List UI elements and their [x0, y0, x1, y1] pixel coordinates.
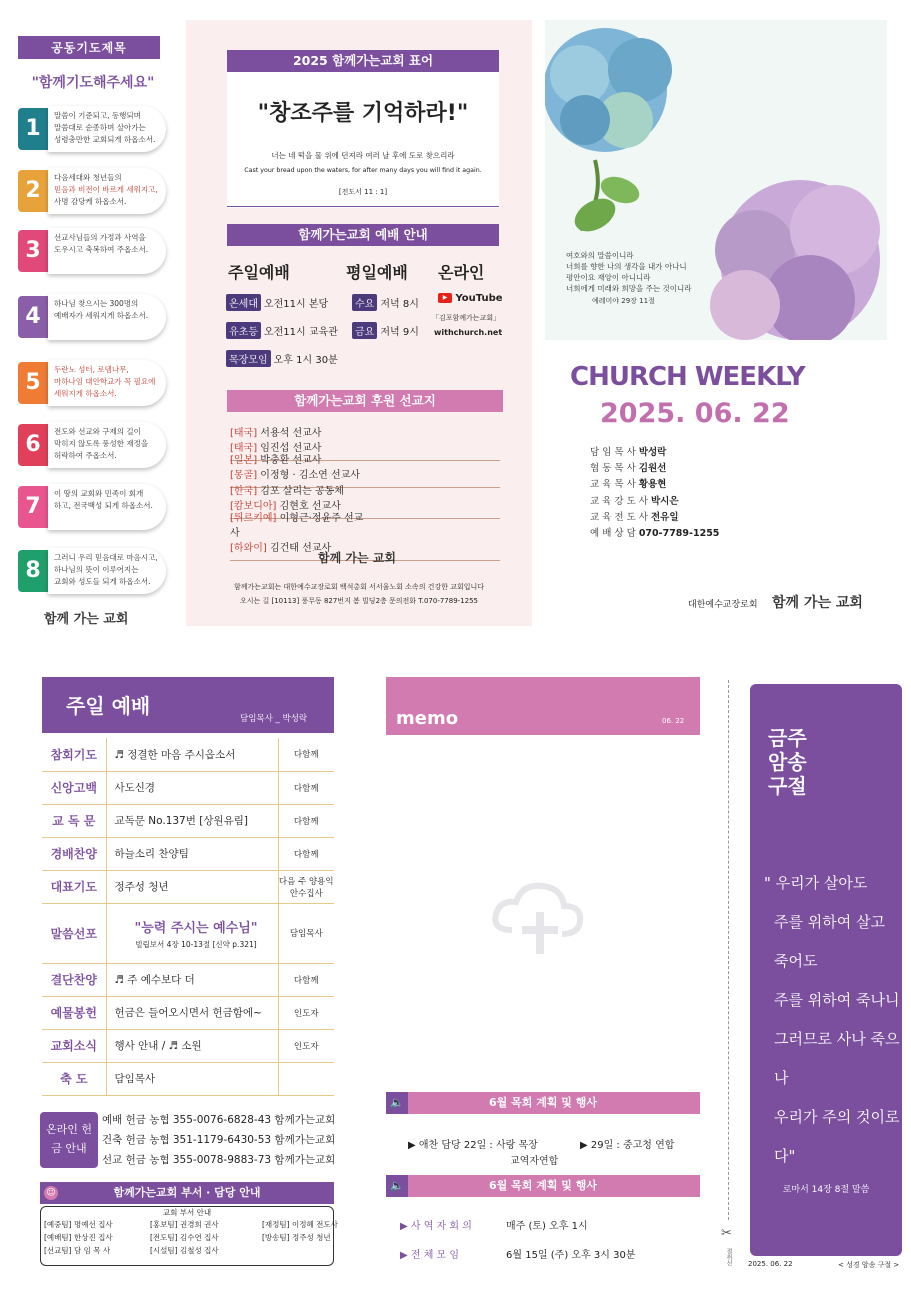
prayer-header: 공동기도제목	[18, 36, 160, 59]
motto-en: Cast your bread upon the waters, for after many days you will find it again.	[244, 167, 482, 174]
dept-item: [전도팀] 김수연 집사	[150, 1233, 219, 1242]
memorize-title-line: 구절	[768, 774, 807, 798]
memorize-title-line: 암송	[768, 750, 807, 774]
tag-wed: 수요	[352, 294, 377, 311]
prayer-line: 하나님의 뜻이 이루어지는	[54, 565, 139, 574]
motto-kr: 너는 네 떡을 물 위에 던져라 여러 날 후에 도로 찾으리라	[271, 151, 455, 160]
worship-leader: 담임목사	[278, 903, 334, 963]
prayer-text	[48, 106, 166, 152]
cloud-cross-icon	[492, 880, 584, 964]
worship-leader: 다함께	[278, 738, 334, 771]
memorize-ref: 로마서 14장 8절 말씀	[782, 1185, 870, 1195]
staff-row	[590, 460, 666, 474]
memorize-verse-line: 주를 위하여 살고	[774, 913, 885, 931]
memo-title: memo	[396, 708, 459, 729]
worship-weekday-1	[352, 294, 419, 311]
memorize-verse-line: " 우리가 살아도	[764, 874, 868, 892]
time-cell: 오후 1시 30분	[273, 355, 338, 366]
prayer-line: 성령충만한 교회되게 하옵소서.	[54, 135, 156, 144]
worship-content	[106, 903, 278, 963]
worship-label: 대표기도	[42, 870, 106, 903]
prayer-text	[48, 360, 166, 406]
speaker-icon: 🔈	[386, 1175, 408, 1197]
events-bar-1	[386, 1092, 700, 1114]
mission-name: 박충환 선교사	[257, 455, 322, 466]
prayer-line: 전도와 선교와 구제의 길이	[54, 427, 141, 436]
dept-item: [홍보팀] 권경희 권사	[150, 1220, 219, 1229]
church-info-1: 함께가는교회는 대한예수교장로회 백석총회 서서울노회 소속의 건강한 교회입니다	[233, 583, 485, 591]
mission-country: [일본]	[230, 455, 258, 466]
worship-label: 경배찬양	[42, 837, 106, 870]
dept-item: [시설팀] 김철성 집사	[150, 1246, 219, 1255]
prayer-text	[48, 294, 166, 340]
worship-content	[106, 870, 278, 903]
cover-title: CHURCH WEEKLY	[570, 362, 805, 392]
staff-name: 박시은	[651, 495, 679, 507]
worship-row	[42, 870, 334, 903]
memorize-date: 2025. 06. 22	[748, 1260, 793, 1268]
cover-verse-ref: 예레미야 29장 11절	[592, 297, 655, 305]
staff-row	[590, 493, 679, 507]
motto-divider	[227, 206, 499, 207]
worship-content-main: 정주성 청년	[114, 881, 169, 893]
cover-verse	[566, 250, 691, 294]
prayer-line: 말씀대로 순종하며 살아가는	[54, 123, 146, 132]
worship-row	[42, 771, 334, 804]
missions-logo: 함께 가는 교회	[318, 551, 396, 565]
worship-label: 예물봉헌	[42, 996, 106, 1029]
mission-name: 김현호 선교사	[276, 501, 341, 512]
memorize-verse-line: 우리가 주의 것이로다"	[774, 1108, 900, 1165]
prayer-item	[18, 422, 166, 468]
worship-content-main: 행사 안내 / ♬ 소원	[114, 1040, 202, 1052]
worship-content	[106, 738, 278, 771]
staff-row	[590, 525, 719, 539]
mission-cell	[230, 451, 368, 466]
worship-sunday-1	[226, 294, 328, 311]
prayer-line: 세워지게 하옵소서.	[54, 389, 117, 398]
scissors-icon: ✂	[721, 1226, 732, 1241]
cloud-cross-svg	[492, 880, 584, 960]
youtube-label: YouTube	[455, 293, 503, 304]
worship-row	[42, 738, 334, 771]
worship-leader: 다함께	[278, 771, 334, 804]
worship-content	[106, 771, 278, 804]
dept-item: [예배팀] 한상진 집사	[44, 1233, 113, 1242]
church-info-2: 오시는 길 [10113] 풍무동 827번지 봄 빌딩2층 문의전화 T.070-7789-1255	[239, 597, 478, 605]
prayer-line: 사명 감당케 하옵소서.	[54, 197, 127, 206]
worship-row	[42, 1029, 334, 1062]
mission-name: 이형근·정윤주 선교사	[230, 513, 364, 539]
mission-cell	[230, 424, 368, 439]
events-bar-2	[386, 1175, 700, 1197]
motto-bar: 2025 함께가는교회 표어	[227, 50, 499, 72]
worship-row	[42, 804, 334, 837]
tag-fri: 금요	[352, 322, 377, 339]
cut-label: 절취선	[725, 1248, 732, 1266]
cover-verse-line: 여호와의 말씀이니라	[566, 251, 634, 260]
prayer-line: 하나님 찾으시는 300명의	[54, 299, 139, 308]
worship-content-main: 교독문 No.137번 [상원유림]	[114, 815, 248, 827]
mission-country: [몽골]	[230, 470, 258, 481]
prayer-line: 교회와 성도들 되게 하옵소서.	[54, 577, 151, 586]
cover-date: 2025. 06. 22	[600, 398, 790, 429]
mission-cell	[230, 466, 368, 481]
cut-line	[728, 680, 729, 1220]
time-elementary: 오전11시 교육관	[263, 327, 338, 338]
worship-bar: 함께가는교회 예배 안내	[227, 224, 499, 246]
prayer-number: 7	[18, 486, 48, 528]
online-account: 선교 헌금 농협 355-0078-9883-73 함께가는교회	[102, 1154, 336, 1166]
cover-logo: 함께 가는 교회	[772, 595, 863, 611]
youtube-icon: ▶	[438, 293, 452, 303]
prayer-number: 2	[18, 170, 48, 212]
worship-content	[106, 837, 278, 870]
worship-label: 축 도	[42, 1062, 106, 1095]
mission-name: 김포 살리는 공동체	[257, 486, 344, 497]
time-wed: 저녁 8시	[380, 299, 419, 310]
worship-content	[106, 1062, 278, 1095]
worship-label: 교회소식	[42, 1029, 106, 1062]
prayer-item	[18, 294, 166, 340]
cover-verse-line: 평안이요 재앙이 아니니라	[566, 273, 651, 282]
worship-content-main: ♬ 정결한 마음 주시옵소서	[114, 748, 236, 761]
prayer-number: 8	[18, 550, 48, 592]
motto-main: "창조주를 기억하라!"	[257, 101, 469, 126]
staff-name: 김원선	[638, 463, 667, 475]
events-bar-2-label: 6월 목회 계획 및 행사	[489, 1179, 597, 1192]
mission-name: 서용석 선교사	[257, 428, 322, 439]
memorize-verse-line: 죽어도	[774, 952, 818, 970]
depts-title: 함께가는교회 부서 · 담당 안내	[113, 1186, 261, 1199]
staff-row	[590, 476, 666, 490]
staff-role: 협 동 목 사	[590, 463, 636, 475]
prayer-line: 다음세대와 청년들의	[54, 173, 122, 182]
worship-row	[42, 996, 334, 1029]
worship-order-table	[42, 738, 334, 1096]
motto-ref: [전도서 11 : 1]	[338, 188, 388, 196]
worship-h-sunday: 주일예배	[228, 263, 290, 282]
time-all-ages: 오전11시 본당	[263, 299, 329, 310]
mission-country: [튀르키예]	[230, 513, 277, 524]
memorize-verse-line: 주를 위하여 죽나니	[774, 991, 900, 1009]
staff-role: 교 육 전 도 사	[590, 511, 648, 523]
mission-name: 김건태 선교사	[266, 543, 332, 554]
tag-all-ages: 온세대	[226, 294, 261, 311]
mission-name: 임진섭 선교사	[257, 443, 322, 454]
worship-content-main: 헌금은 들어오시면서 헌금함에~	[114, 1007, 262, 1019]
event-3-val: 6월 15일 (주) 오후 3시 30분	[506, 1250, 636, 1261]
mission-cell	[230, 509, 368, 539]
prayer-item	[18, 106, 166, 152]
prayer-item	[18, 484, 166, 530]
memorize-verse	[764, 864, 911, 1176]
memorize-title-line: 금주	[768, 726, 807, 750]
worship-row	[42, 963, 334, 996]
prayer-number: 1	[18, 108, 48, 150]
speaker-icon: 🔈	[386, 1092, 408, 1114]
mission-country: [태국]	[230, 428, 258, 439]
prayer-text	[48, 484, 166, 530]
tag-cell: 목장모임	[226, 350, 271, 367]
worship-content-main: "능력 주시는 예수님"	[134, 920, 258, 936]
prayer-item	[18, 228, 166, 274]
memo-date: 06. 22	[662, 717, 685, 725]
event-3-key: ▶ 전 체 모 임	[400, 1250, 460, 1261]
prayer-number: 3	[18, 230, 48, 272]
dept-item: [선교팀] 담 임 목 사	[44, 1246, 111, 1255]
worship-content	[106, 996, 278, 1029]
worship-label: 교 독 문	[42, 804, 106, 837]
prayer-line: 하고, 전국백성 되게 하옵소서.	[54, 501, 153, 510]
prayer-line: 말씀이 기준되고, 동행되며	[54, 111, 141, 120]
worship-weekday-2	[352, 322, 419, 339]
prayer-line: 예배자가 세워지게 하옵소서.	[54, 311, 149, 320]
worship-content-main: 담임목사	[114, 1073, 156, 1085]
youtube-channel: 「김포함께가는교회」	[432, 314, 501, 322]
worship-row	[42, 837, 334, 870]
youtube-link[interactable]	[438, 293, 503, 304]
prayer-text	[48, 422, 166, 468]
prayer-number: 5	[18, 362, 48, 404]
memorize-verse-line: 그러므로 사나 죽으나	[774, 1030, 900, 1087]
cover-verse-line: 너희에게 미래와 희망을 주는 것이니라	[566, 284, 692, 293]
mission-name: 이정형 · 김소연 선교사	[257, 470, 360, 481]
user-icon: ☺	[44, 1186, 58, 1200]
prayer-text	[48, 228, 166, 274]
worship-leader: 인도자	[278, 996, 334, 1029]
worship-content-main: ♬ 주 예수보다 더	[114, 974, 195, 986]
worship-row	[42, 1062, 334, 1095]
time-fri: 저녁 9시	[380, 327, 419, 338]
worship-leader	[278, 1062, 334, 1095]
staff-name: 박성락	[638, 447, 667, 458]
worship-sunday-3	[226, 350, 338, 367]
staff-role: 담 임 목 사	[590, 447, 636, 458]
staff-role: 교 육 목 사	[590, 479, 636, 491]
dept-item: [재정팀] 이정혜 전도사	[262, 1220, 338, 1229]
mission-country: [한국]	[230, 486, 258, 497]
prayer-line: 두란노 성터, 로뎀나무,	[54, 365, 129, 374]
mission-cell	[230, 482, 368, 497]
prayer-item	[18, 360, 166, 406]
worship-label: 말씀선포	[42, 903, 106, 963]
worship-leader: 다음 주 양용익 안수집사	[278, 870, 334, 903]
staff-name: 황용현	[638, 479, 667, 491]
prayer-number: 6	[18, 424, 48, 466]
event-2-val: 매주 (토) 오후 1시	[506, 1221, 588, 1232]
staff-role: 예 배 상 담	[590, 528, 636, 539]
dept-item: [방송팀] 정주성 청년	[262, 1233, 331, 1242]
prayer-line: 믿음과 비전이 바르게 세워지고,	[54, 185, 158, 194]
memorize-title	[768, 726, 807, 798]
online-account: 건축 헌금 농협 351-1179-6430-53 함께가는교회	[102, 1134, 336, 1146]
worship-h-weekday: 평일예배	[346, 263, 408, 282]
prayer-logo: 함께 가는 교회	[44, 612, 129, 627]
prayer-line: 허락하여 주옵소서.	[54, 451, 117, 460]
staff-row	[590, 444, 666, 458]
prayer-title: "함께기도해주세요"	[31, 75, 155, 91]
worship-row	[42, 903, 334, 963]
sunday-title: 주일 예배	[66, 694, 151, 718]
mission-country: [하와이]	[230, 543, 267, 554]
mission-country: [캄보디아]	[230, 501, 277, 512]
prayer-line: 도우시고 축복하여 주옵소서.	[54, 245, 149, 254]
worship-label: 신앙고백	[42, 771, 106, 804]
worship-content-sub: 빌립보서 4장 10-13절 [신약 p.321]	[135, 939, 257, 949]
worship-leader: 다함께	[278, 804, 334, 837]
worship-label: 참회기도	[42, 738, 106, 771]
worship-content-main: 하늘소리 찬양팀	[114, 848, 189, 860]
prayer-line: 그러니 우리 믿음대로 마음시고,	[54, 553, 158, 562]
event-2-key: ▶ 사 역 자 회 의	[400, 1221, 472, 1232]
prayer-line: 선교사님들의 가정과 사역을	[54, 233, 146, 242]
prayer-line: 이 땅의 교회와 민족이 회개	[54, 489, 144, 498]
website-link[interactable]: withchurch.net	[434, 328, 503, 337]
online-label: 온라인 헌금 안내	[45, 1123, 92, 1155]
prayer-text	[48, 548, 166, 594]
staff-name: 전유일	[651, 511, 679, 523]
online-account: 예배 헌금 농협 355-0076-6828-43 함께가는교회	[102, 1114, 336, 1126]
worship-content	[106, 1029, 278, 1062]
prayer-item	[18, 548, 166, 594]
event-1c: 교역자연합	[510, 1156, 559, 1167]
cover-denom: 대한예수교장로회	[688, 600, 758, 610]
staff-role: 교 육 강 도 사	[590, 495, 648, 507]
worship-content-main: 사도신경	[114, 782, 156, 794]
prayer-item	[18, 168, 166, 214]
worship-leader: 다함께	[278, 837, 334, 870]
worship-content	[106, 963, 278, 996]
worship-label: 결단찬양	[42, 963, 106, 996]
prayer-number: 4	[18, 296, 48, 338]
staff-row	[590, 509, 679, 523]
memorize-tag: < 성경 암송 구절 >	[838, 1261, 900, 1269]
sunday-leader: 담임목사 _ 박성락	[240, 714, 308, 724]
worship-leader: 다함께	[278, 963, 334, 996]
worship-h-online: 온라인	[438, 263, 485, 282]
worship-leader: 인도자	[278, 1029, 334, 1062]
cover-verse-line: 너희를 향한 나의 생각을 내가 아나니	[566, 262, 687, 271]
missions-bar: 함께가는교회 후원 선교지	[227, 390, 503, 412]
worship-sunday-2	[226, 322, 338, 339]
dept-item: [예중팀] 명예선 집사	[44, 1220, 113, 1229]
prayer-line: 마하나임 대안학교가 꼭 필요에	[54, 377, 156, 386]
depts-sub: 교회 부서 안내	[162, 1208, 212, 1217]
staff-name: 070-7789-1255	[638, 528, 720, 539]
prayer-line: 막히지 않도록 풍성한 재정을	[54, 439, 149, 448]
mission-country: [태국]	[230, 443, 258, 454]
events-bar-1-label: 6월 목회 계획 및 행사	[489, 1096, 597, 1109]
event-1b: ▶ 29일 : 중고청 연합	[580, 1140, 675, 1151]
prayer-text	[48, 168, 166, 214]
event-1a: ▶ 애찬 담당 22일 : 사랑 목장	[408, 1140, 538, 1151]
worship-content	[106, 804, 278, 837]
tag-elementary: 유초등	[226, 322, 261, 339]
